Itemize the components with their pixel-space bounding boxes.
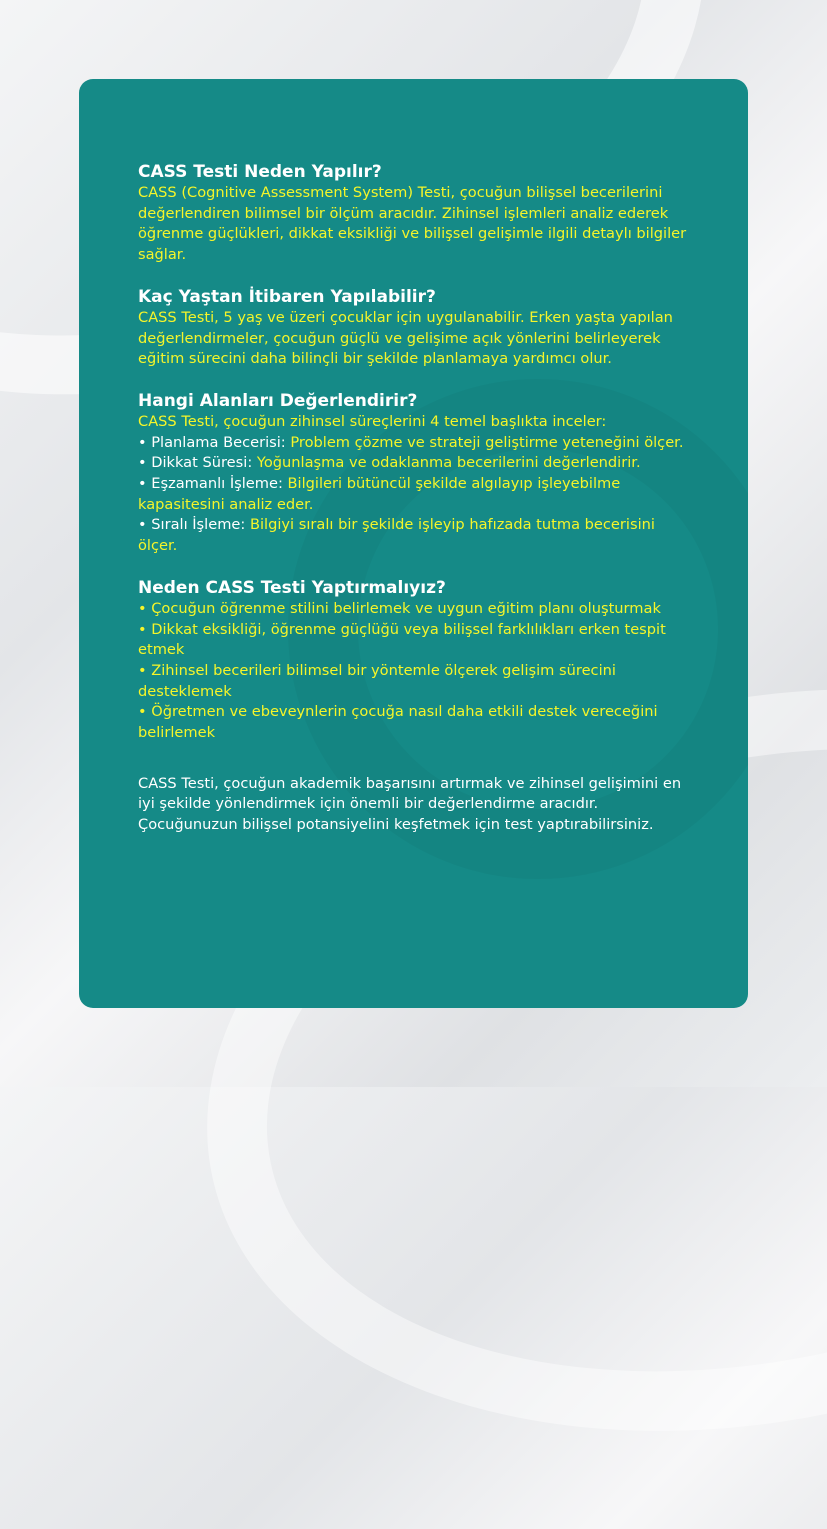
- section-age: [138, 286, 698, 370]
- item-label: • Sıralı İşleme:: [138, 516, 250, 534]
- info-card: [79, 79, 748, 1008]
- section-reasons: [138, 577, 698, 744]
- item-label: • Eşzamanlı İşleme:: [138, 475, 288, 493]
- section-title: Neden CASS Testi Yaptırmalıyız?: [138, 577, 446, 598]
- item-label: • Planlama Becerisi:: [138, 433, 291, 451]
- section-intro: CASS Testi, çocuğun zihinsel süreçlerini 4 temel başlıkta inceler:: [138, 412, 607, 430]
- list-item: [138, 433, 698, 454]
- item-text: Bilgileri bütüncül şekilde algılayıp işleyebilme kapasitesini analiz eder.: [138, 475, 621, 513]
- section-title: Kaç Yaştan İtibaren Yapılabilir?: [138, 286, 436, 307]
- list-item: [138, 474, 698, 515]
- section-title: CASS Testi Neden Yapılır?: [138, 162, 382, 182]
- list-item: • Öğretmen ve ebeveynlerin çocuğa nasıl daha etkili destek vereceğini belirlemek: [138, 703, 658, 742]
- section-areas: [138, 390, 698, 557]
- section-title: Hangi Alanları Değerlendirir?: [138, 390, 418, 411]
- section-why: [138, 161, 698, 266]
- list-item: [138, 515, 698, 556]
- section-text: CASS (Cognitive Assessment System) Testi, çocuğun bilişsel becerilerini değerlendiren bilimsel bir ölçüm aracıdır. Zihinsel işlemleri analiz ederek öğrenme güçlükleri, dikkat eksikliği ve bilişsel gelişimle ilgili detaylı bilgiler sağlar.: [138, 184, 687, 264]
- list-item: • Dikkat eksikliği, öğrenme güçlüğü veya bilişsel farklılıkları erken tespit etmek: [138, 620, 666, 659]
- item-text: Bilgiyi sıralı bir şekilde işleyip hafızada tutma becerisini ölçer.: [138, 516, 655, 555]
- item-text: Yoğunlaşma ve odaklanma becerilerini değerlendirir.: [256, 454, 641, 472]
- list-item: [138, 453, 698, 474]
- item-label: • Dikkat Süresi:: [138, 454, 257, 472]
- card-content: [138, 161, 698, 836]
- closing-text: CASS Testi, çocuğun akademik başarısını artırmak ve zihinsel gelişimini en iyi şekilde yönlendirmek için önemli bir değerlendirme aracıdır. Çocuğunuzun bilişsel potansiyelini keşfetmek için test yaptırabilirsiniz.: [138, 774, 682, 834]
- section-text: CASS Testi, 5 yaş ve üzeri çocuklar için uygulanabilir. Erken yaşta yapılan değerlendirmeler, çocuğun güçlü ve gelişime açık yönlerini belirleyerek eğitim sürecini daha bilinçli bir şekilde planlamaya yardımcı olur.: [138, 308, 673, 368]
- list-item: • Zihinsel becerileri bilimsel bir yöntemle ölçerek gelişim sürecini desteklemek: [138, 661, 616, 700]
- item-text: Problem çözme ve strateji geliştirme yeteneğini ölçer.: [290, 433, 684, 451]
- list-item: • Çocuğun öğrenme stilini belirlemek ve uygun eğitim planı oluşturmak: [138, 599, 661, 617]
